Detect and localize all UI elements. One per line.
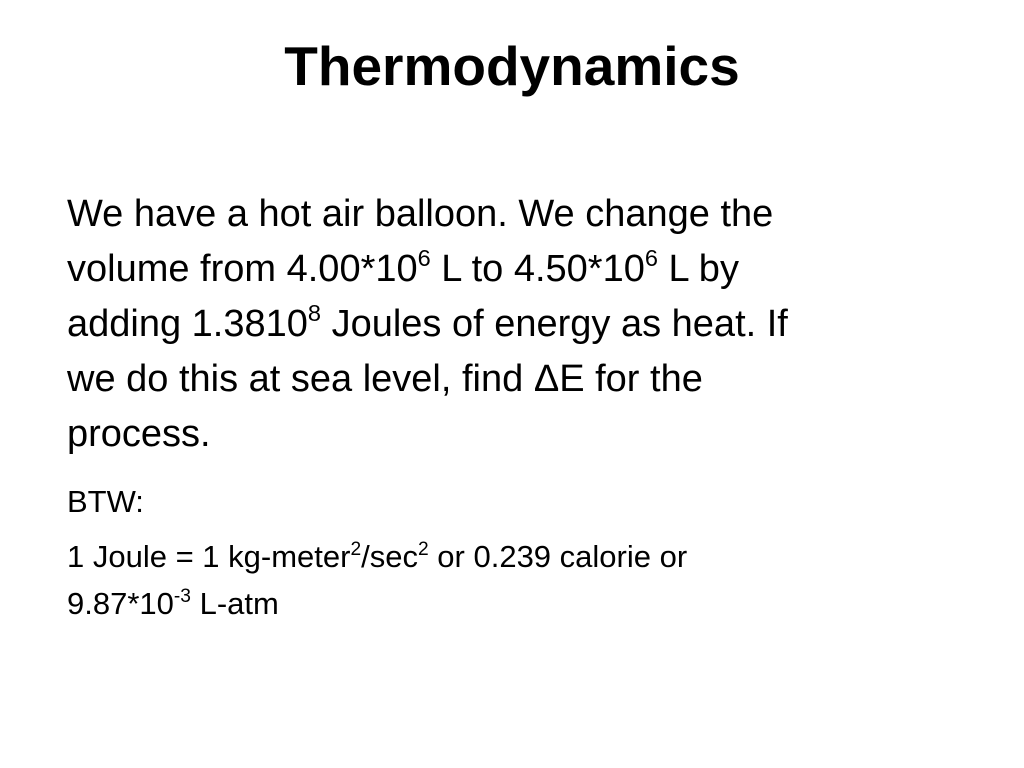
exponent: -3 <box>173 585 191 607</box>
problem-line-4: we do this at sea level, find ΔE for the <box>67 358 703 400</box>
problem-line-1: We have a hot air balloon. We change the <box>67 193 774 235</box>
conversion-part-c: or 0.239 calorie or <box>428 539 688 574</box>
problem-line-3-part-a: adding 1.3810 <box>67 303 308 345</box>
btw-label: BTW: <box>67 484 144 519</box>
exponent: 2 <box>418 538 429 560</box>
exponent: 2 <box>350 538 362 560</box>
problem-text <box>67 187 967 462</box>
exponent: 6 <box>644 244 658 271</box>
conversion-part-b: /sec <box>361 539 418 574</box>
conversion-part-d: 9.87*10 <box>67 586 174 621</box>
slide-body <box>67 187 967 627</box>
exponent: 6 <box>417 244 431 271</box>
problem-line-2 <box>67 244 739 290</box>
problem-line-2-part-a: volume from 4.00*10 <box>67 248 418 290</box>
conversion-text <box>67 533 967 627</box>
problem-line-3 <box>67 299 788 345</box>
problem-line-5: process. <box>67 413 211 455</box>
slide-title: Thermodynamics <box>284 35 740 97</box>
problem-line-2-part-b: L to 4.50*10 <box>430 248 645 290</box>
conversion-part-e: L-atm <box>190 586 279 621</box>
exponent: 8 <box>307 299 322 326</box>
problem-line-3-part-b: Joules of energy as heat. If <box>321 303 788 345</box>
problem-line-2-part-c: L by <box>657 248 739 290</box>
conversion-part-a: 1 Joule = 1 kg-meter <box>67 539 351 574</box>
